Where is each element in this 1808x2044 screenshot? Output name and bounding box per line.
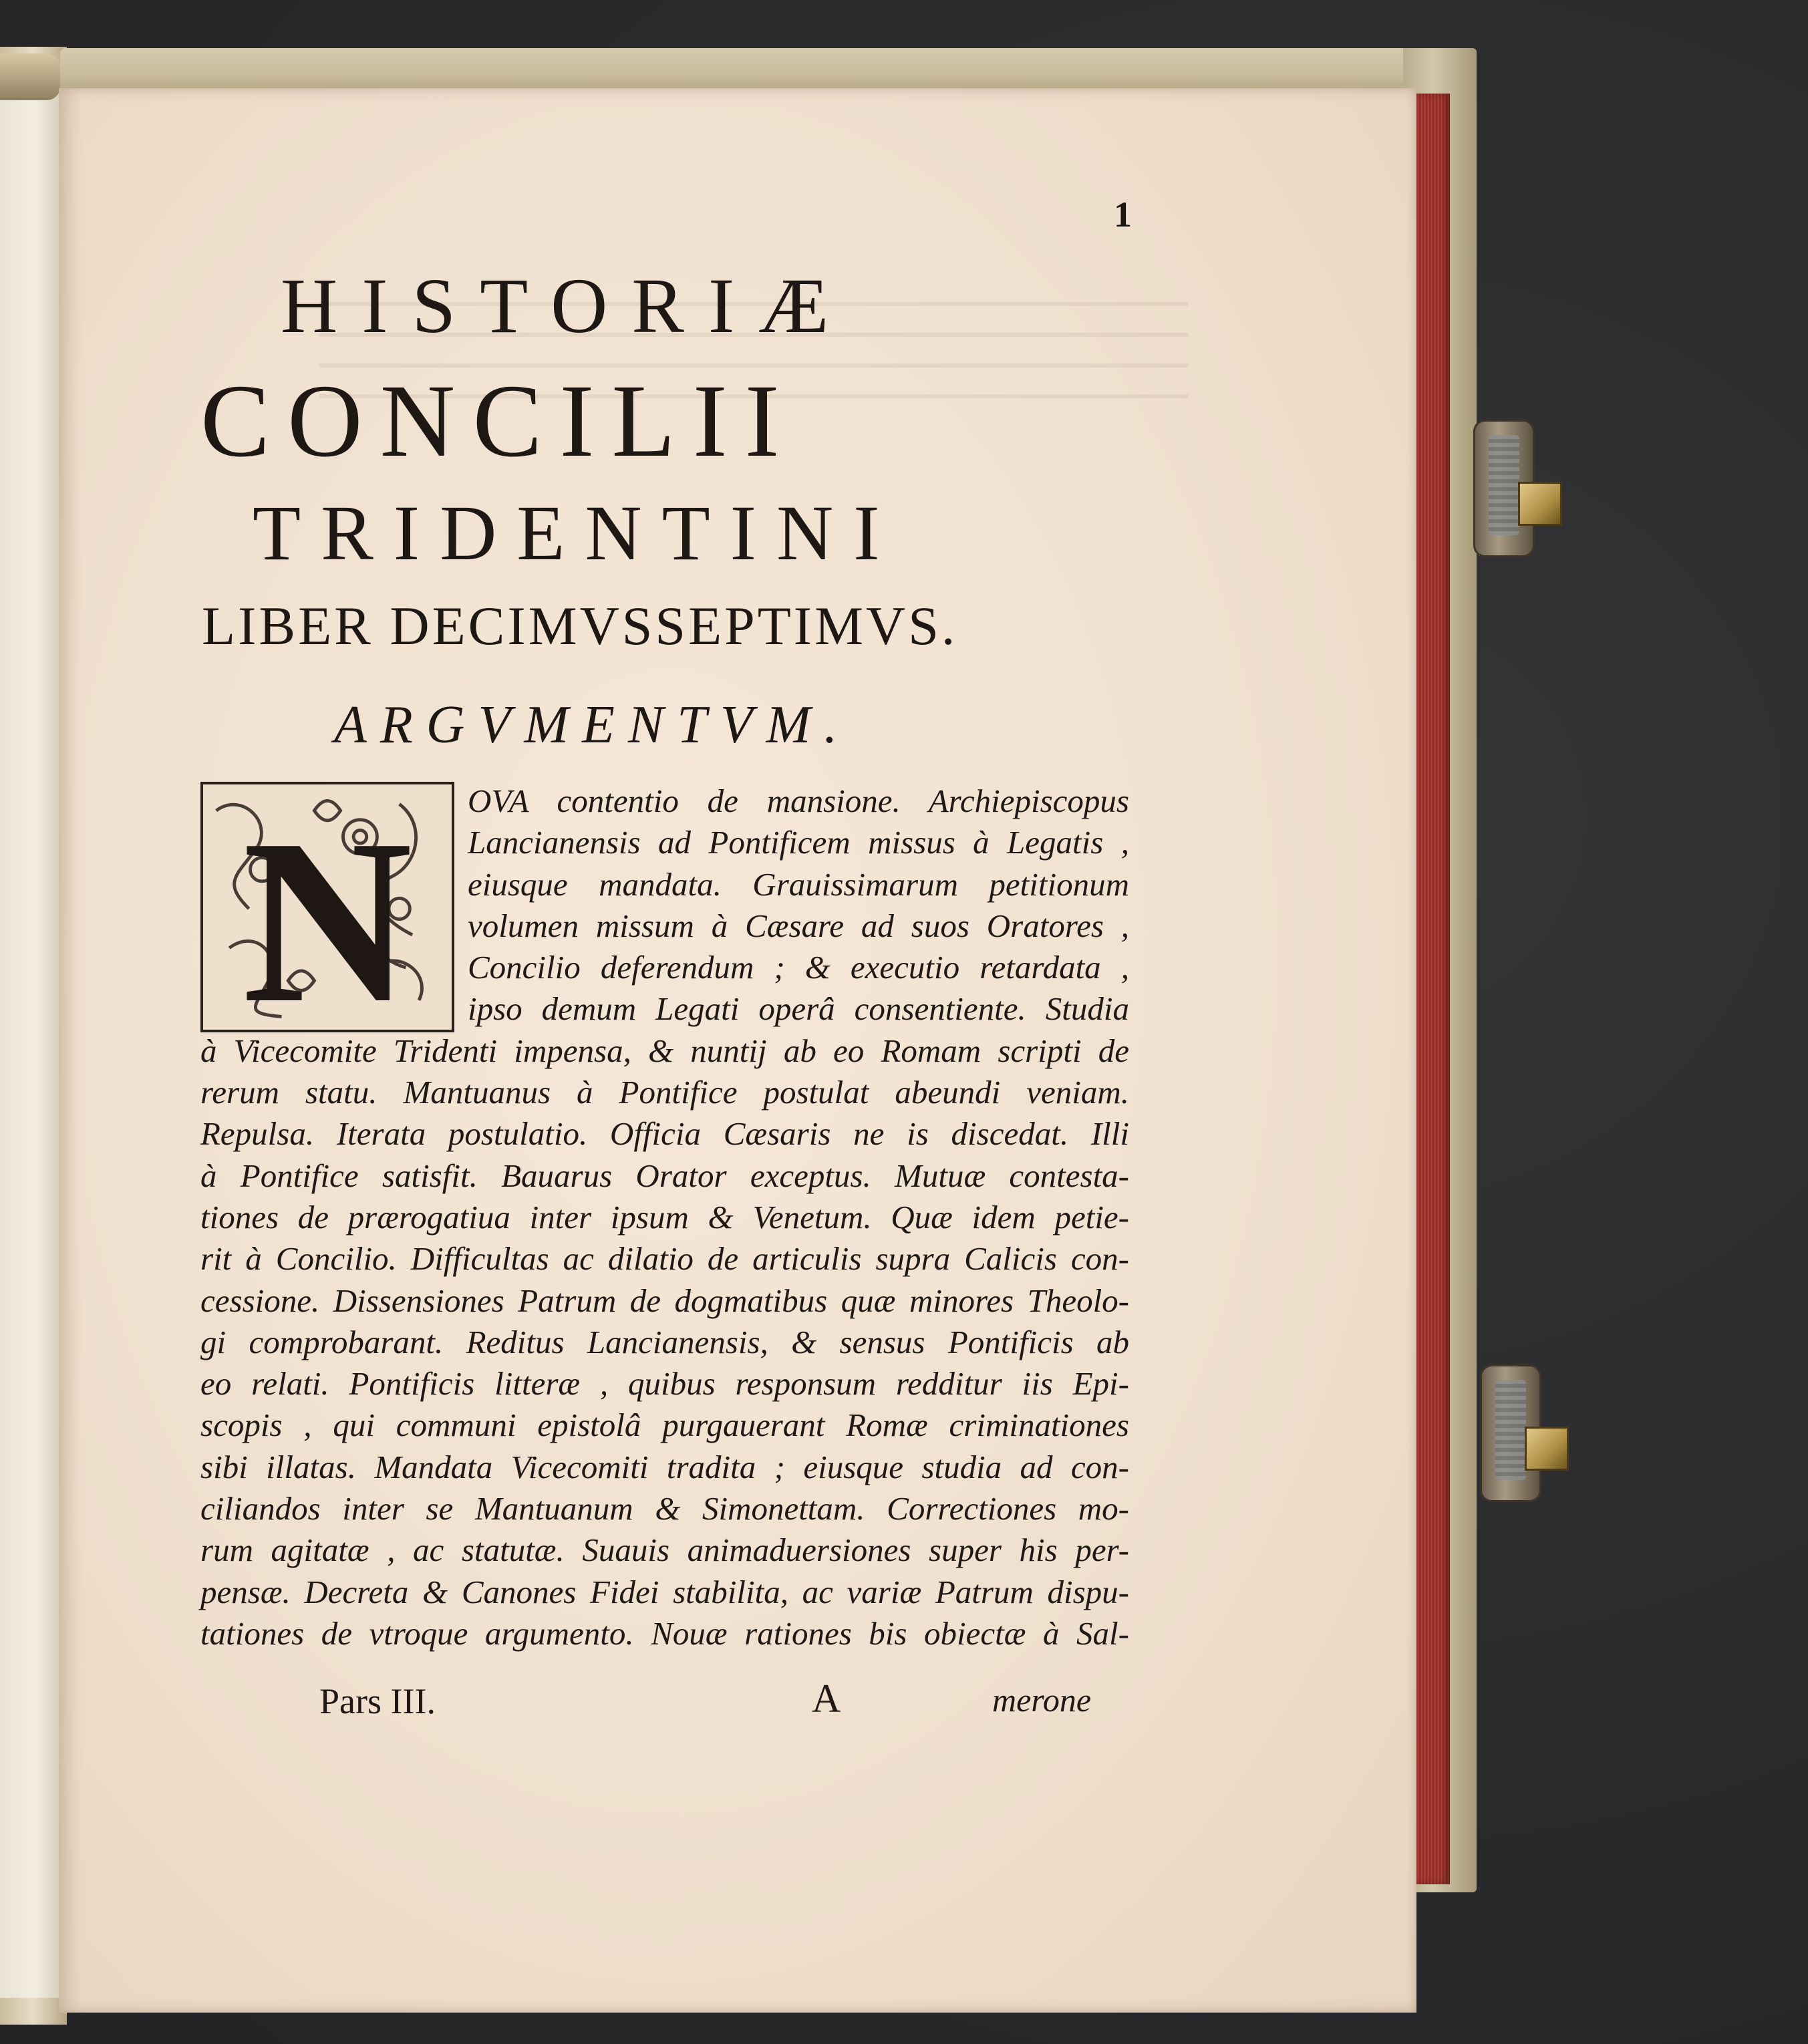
initial-letter: N	[242, 790, 413, 1030]
text-line: à Pontifice satisfit. Bauarus Orator exceptus. Mutuæ contesta-	[200, 1157, 1129, 1194]
upper-clasp	[1473, 420, 1535, 557]
text-line: Lancianensis ad Pontificem missus à Legatis ,	[468, 824, 1129, 861]
title-line-4: LIBER DECIMVSSEPTIMVS.	[202, 595, 958, 656]
clasp-brass-pin	[1518, 482, 1562, 526]
decorated-initial	[200, 782, 454, 1032]
title-line-1: HISTORIÆ	[281, 262, 853, 349]
text-line: eo relati. Pontificis litteræ , quibus responsum redditur iis Epi-	[200, 1365, 1129, 1403]
lower-clasp	[1480, 1364, 1541, 1502]
text-line: à Vicecomite Tridenti impensa, & nuntij ab eo Romam scripti de	[200, 1032, 1129, 1069]
red-page-edges	[1416, 94, 1450, 1884]
text-line: rum agitatæ , ac statutæ. Suauis animaduersiones super his per-	[200, 1531, 1129, 1569]
text-line: rit à Concilio. Difficultas ac dilatio de articulis supra Calicis con-	[200, 1240, 1129, 1278]
clasp-hinge	[1489, 435, 1519, 535]
text-line: Concilio deferendum ; & executio retardata ,	[468, 949, 1129, 986]
text-line: cessione. Dissensiones Patrum de dogmatibus quæ minores Theolo-	[200, 1282, 1129, 1319]
signature-mark: A	[812, 1676, 841, 1721]
page-number: 1	[1114, 194, 1132, 235]
clasp-hinge	[1495, 1380, 1526, 1480]
text-line: tationes de vtroque argumento. Nouæ rationes bis obiectæ à Sal-	[200, 1614, 1129, 1652]
title-line-3: TRIDENTINI	[253, 489, 900, 577]
text-line: volumen missum à Cæsare ad suos Oratores ,	[468, 907, 1129, 944]
part-label: Pars III.	[319, 1681, 436, 1721]
catchword: merone	[992, 1681, 1092, 1719]
text-line: ciliandos inter se Mantuanum & Simonettam. Correctiones mo-	[200, 1490, 1129, 1527]
text-line: OVA contentio de mansione. Archiepiscopus	[468, 782, 1129, 819]
floral-initial-ornament	[203, 784, 452, 1030]
text-line: ipso demum Legati operâ consentiente. Studia	[468, 990, 1129, 1028]
title-line-2: CONCILII	[200, 363, 797, 478]
text-line: tiones de prærogatiua inter ipsum & Venetum. Quæ idem petie-	[200, 1198, 1129, 1235]
text-line: pensæ. Decreta & Canones Fidei stabilita, ac variæ Patrum dispu-	[200, 1573, 1129, 1610]
left-ribbon-tie	[0, 53, 60, 100]
text-line: Repulsa. Iterata postulatio. Officia Cæsaris ne is discedat. Illi	[200, 1115, 1129, 1153]
clasp-brass-pin	[1525, 1427, 1569, 1471]
text-line: sibi illatas. Mandata Vicecomiti tradita ; eiusque studia ad con-	[200, 1448, 1129, 1485]
text-line: eiusque mandata. Grauissimarum petitionum	[468, 865, 1129, 903]
text-line: gi comprobarant. Reditus Lancianensis, & sensus Pontificis ab	[200, 1323, 1129, 1360]
text-line: scopis , qui communi epistolâ purgauerant Romæ criminationes	[200, 1407, 1129, 1444]
verso-page-edge	[0, 94, 60, 1998]
text-line: rerum statu. Mantuanus à Pontifice postulat abeundi veniam.	[200, 1074, 1129, 1111]
argumentum-heading: ARGVMENTVM.	[334, 696, 851, 754]
